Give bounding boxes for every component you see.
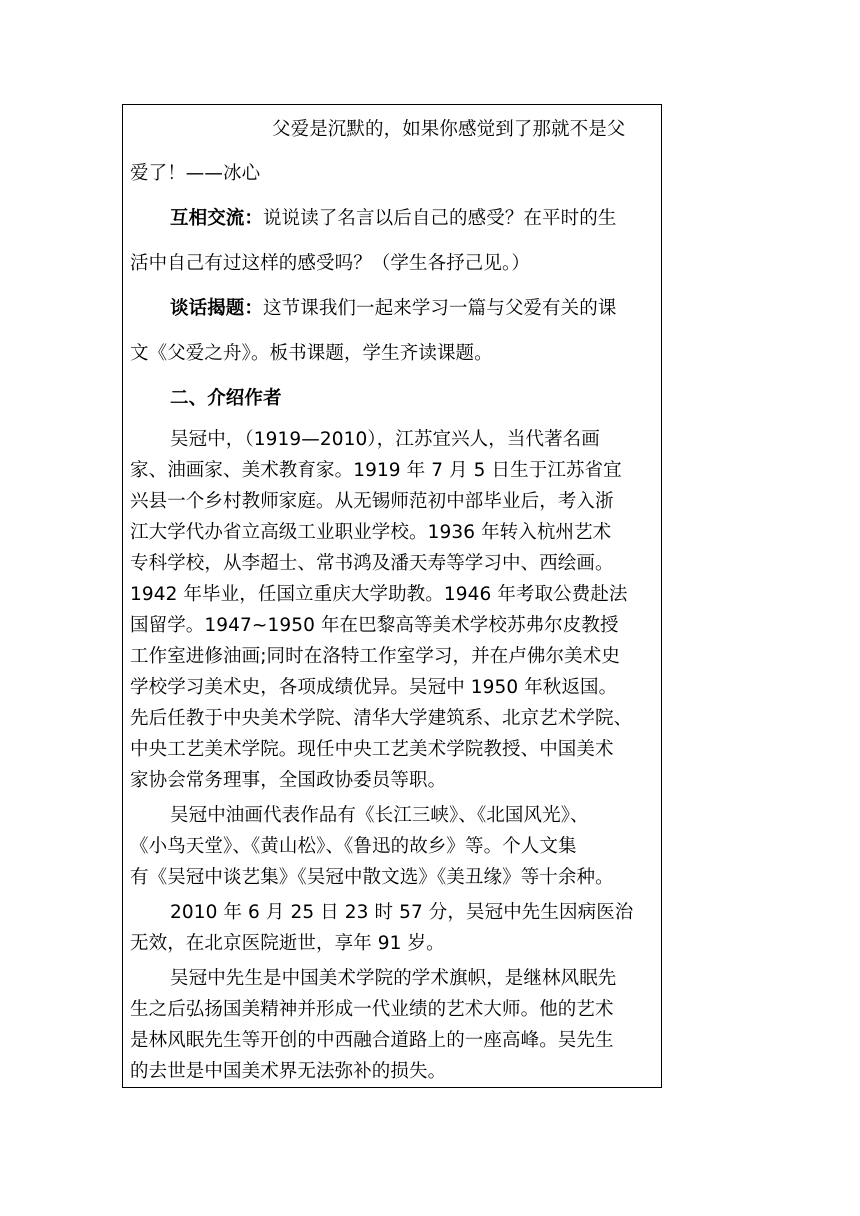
para1-line: 兴县一个乡村教师家庭。从无锡师范初中部毕业后，考入浙 [130,491,614,512]
exchange-line-1 [170,207,616,231]
para1-line: 工作室进修油画;同时在洛特工作室学习，并在卢佛尔美术史 [130,646,620,667]
exchange-text-1: 说说读了名言以后自己的感受？在平时的生 [263,208,617,229]
quote-line-2: 爱了！——冰心 [130,163,261,184]
para4-line: 生之后弘扬国美精神并形成一代业绩的艺术大师。他的艺术 [130,999,614,1020]
quote-line-1: 父爱是沉默的，如果你感觉到了那就不是父 [272,119,626,140]
para1-line: 家、油画家、美术教育家。1919 年 7 月 5 日生于江苏省宜 [130,460,622,481]
section-heading: 二、介绍作者 [170,388,282,409]
reveal-line-1 [170,297,616,321]
para1-line: 家协会常务理事，全国政协委员等职。 [130,770,447,791]
reveal-label: 谈话揭题： [170,298,264,319]
para1-line: 专科学校，从李超士、常书鸿及潘天寿等学习中、西绘画。 [130,553,614,574]
para2-line: 《小鸟天堂》、《黄山松》、《鲁迅的故乡》等。个人文集 [130,836,577,857]
exchange-line-2: 活中自己有过这样的感受吗？（学生各抒己见。） [130,253,530,274]
exchange-label: 互相交流： [170,208,264,229]
para1-line: 先后任教于中央美术学院、清华大学建筑系、北京艺术学院、 [130,708,633,729]
para1-line: 1942 年毕业，任国立重庆大学助教。1946 年考取公费赴法 [130,584,628,605]
reveal-line-2: 文《父爱之舟》。板书课题，学生齐读课题。 [130,343,493,364]
para2-line: 有《吴冠中谈艺集》《吴冠中散文选》《美丑缘》等十余种。 [130,867,614,888]
para1-line: 学校学习美术史，各项成绩优异。吴冠中 1950 年秋返国。 [130,677,618,698]
para4-line: 是林风眠先生等开创的中西融合道路上的一座高峰。吴先生 [130,1030,614,1051]
para1-line: 江大学代办省立高级工业职业学校。1936 年转入杭州艺术 [130,522,612,543]
reveal-text-1: 这节课我们一起来学习一篇与父爱有关的课 [263,298,617,319]
para1-line: 吴冠中，（1919—2010），江苏宜兴人，当代著名画 [170,429,600,450]
para1-line: 国留学。1947~1950 年在巴黎高等美术学校苏弗尔皮教授 [130,615,619,636]
para3-line: 2010 年 6 月 25 日 23 时 57 分，吴冠中先生因病医治 [170,902,634,923]
para4-line: 吴冠中先生是中国美术学院的学术旗帜，是继林风眠先 [170,968,617,989]
para2-line: 吴冠中油画代表作品有《长江三峡》、《北国风光》、 [170,805,589,826]
para1-line: 中央工艺美术学院。现任中央工艺美术学院教授、中国美术 [130,739,614,760]
para3-line: 无效，在北京医院逝世，享年 91 岁。 [130,933,445,954]
para4-line: 的去世是中国美术界无法弥补的损失。 [130,1061,447,1082]
